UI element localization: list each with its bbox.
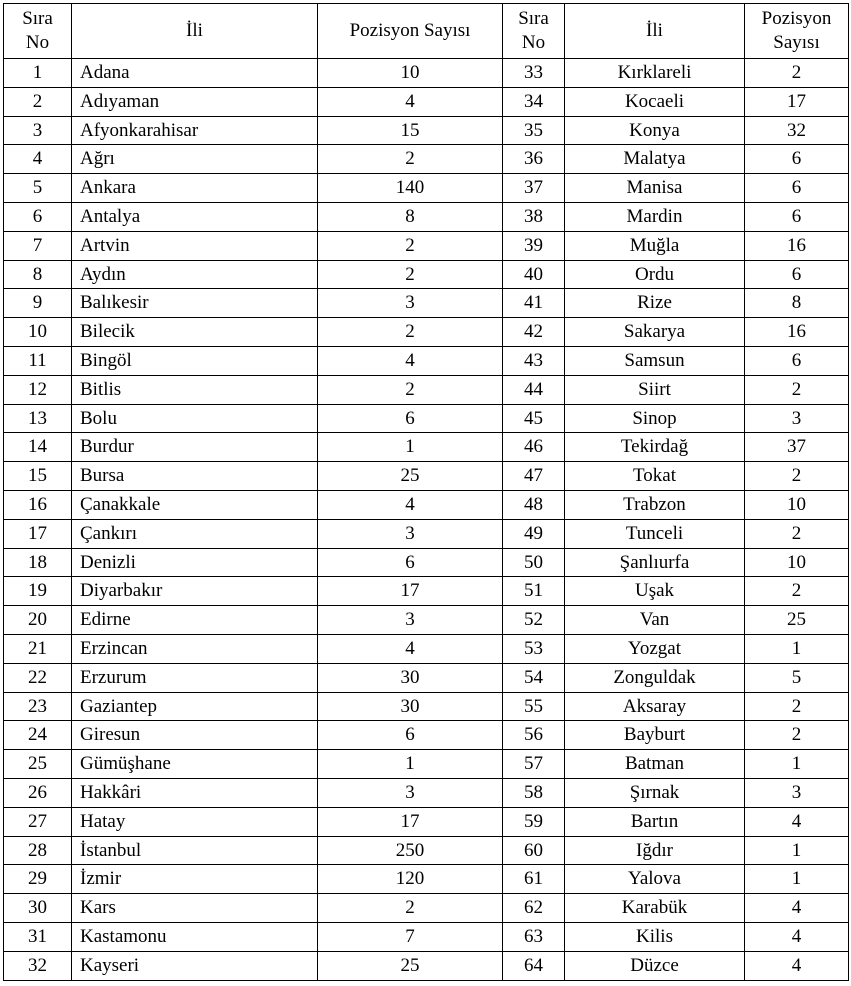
city-name-cell: Bilecik [72, 318, 318, 347]
sira-no-cell: 60 [503, 836, 565, 865]
sira-no-cell: 35 [503, 116, 565, 145]
sira-no-cell: 33 [503, 59, 565, 88]
position-count-cell: 2 [318, 260, 503, 289]
city-name-cell: Kırklareli [565, 59, 745, 88]
sira-no-cell: 49 [503, 519, 565, 548]
city-name-cell: İzmir [72, 865, 318, 894]
city-name-cell: Trabzon [565, 490, 745, 519]
position-count-cell: 1 [745, 634, 849, 663]
position-count-cell: 6 [745, 145, 849, 174]
header-ili-left: İli [72, 4, 318, 59]
city-name-cell: Rize [565, 289, 745, 318]
position-count-cell: 2 [318, 375, 503, 404]
position-count-cell: 4 [745, 922, 849, 951]
table-row [4, 894, 849, 923]
table-row [4, 778, 849, 807]
header-ili-right: İli [565, 4, 745, 59]
sira-no-cell: 37 [503, 174, 565, 203]
table-row [4, 663, 849, 692]
sira-no-cell: 4 [4, 145, 72, 174]
sira-no-cell: 23 [4, 692, 72, 721]
position-count-cell: 6 [745, 260, 849, 289]
city-name-cell: Karabük [565, 894, 745, 923]
sira-no-cell: 11 [4, 346, 72, 375]
position-count-cell: 3 [318, 778, 503, 807]
table-row [4, 174, 849, 203]
position-count-cell: 15 [318, 116, 503, 145]
table-row [4, 519, 849, 548]
table-row [4, 922, 849, 951]
sira-no-cell: 6 [4, 202, 72, 231]
sira-no-cell: 32 [4, 951, 72, 980]
position-count-cell: 8 [745, 289, 849, 318]
city-name-cell: Ordu [565, 260, 745, 289]
sira-no-cell: 31 [4, 922, 72, 951]
table-row [4, 145, 849, 174]
city-name-cell: Tunceli [565, 519, 745, 548]
table-row [4, 260, 849, 289]
position-count-cell: 6 [318, 721, 503, 750]
position-count-cell: 1 [318, 750, 503, 779]
position-count-cell: 3 [745, 778, 849, 807]
sira-no-cell: 45 [503, 404, 565, 433]
position-count-cell: 2 [745, 721, 849, 750]
position-count-cell: 32 [745, 116, 849, 145]
position-count-cell: 6 [318, 404, 503, 433]
city-name-cell: Malatya [565, 145, 745, 174]
sira-no-cell: 58 [503, 778, 565, 807]
city-name-cell: Diyarbakır [72, 577, 318, 606]
sira-no-cell: 1 [4, 59, 72, 88]
sira-no-cell: 19 [4, 577, 72, 606]
position-count-cell: 2 [745, 519, 849, 548]
table-row [4, 116, 849, 145]
position-count-cell: 25 [318, 951, 503, 980]
position-count-cell: 3 [318, 289, 503, 318]
table-body [4, 59, 849, 981]
city-name-cell: Mardin [565, 202, 745, 231]
sira-no-cell: 30 [4, 894, 72, 923]
sira-no-cell: 36 [503, 145, 565, 174]
sira-no-cell: 43 [503, 346, 565, 375]
position-count-cell: 120 [318, 865, 503, 894]
position-count-cell: 6 [745, 174, 849, 203]
position-count-cell: 4 [745, 951, 849, 980]
position-count-cell: 1 [745, 836, 849, 865]
table-row [4, 634, 849, 663]
position-count-cell: 10 [745, 548, 849, 577]
city-name-cell: İstanbul [72, 836, 318, 865]
table-row [4, 433, 849, 462]
position-count-cell: 37 [745, 433, 849, 462]
position-count-cell: 25 [745, 606, 849, 635]
header-row [4, 4, 849, 59]
sira-no-cell: 21 [4, 634, 72, 663]
position-count-cell: 10 [745, 490, 849, 519]
city-name-cell: Bitlis [72, 375, 318, 404]
sira-no-cell: 10 [4, 318, 72, 347]
sira-no-cell: 51 [503, 577, 565, 606]
city-name-cell: Yozgat [565, 634, 745, 663]
city-name-cell: Kars [72, 894, 318, 923]
position-count-cell: 17 [318, 807, 503, 836]
city-name-cell: Siirt [565, 375, 745, 404]
sira-no-cell: 48 [503, 490, 565, 519]
position-count-cell: 17 [318, 577, 503, 606]
sira-no-cell: 28 [4, 836, 72, 865]
city-name-cell: Çankırı [72, 519, 318, 548]
position-count-cell: 2 [745, 59, 849, 88]
header-pozisyon-right: Pozisyon Sayısı [745, 4, 849, 59]
city-name-cell: Batman [565, 750, 745, 779]
position-count-cell: 3 [318, 519, 503, 548]
sira-no-cell: 17 [4, 519, 72, 548]
city-name-cell: Burdur [72, 433, 318, 462]
city-name-cell: Van [565, 606, 745, 635]
position-count-cell: 8 [318, 202, 503, 231]
city-name-cell: Düzce [565, 951, 745, 980]
position-count-cell: 6 [745, 346, 849, 375]
header-sira-no-left: Sıra No [4, 4, 72, 59]
position-count-cell: 16 [745, 231, 849, 260]
position-count-cell: 3 [745, 404, 849, 433]
city-name-cell: Erzincan [72, 634, 318, 663]
city-name-cell: Gaziantep [72, 692, 318, 721]
sira-no-cell: 64 [503, 951, 565, 980]
position-count-cell: 4 [745, 807, 849, 836]
city-name-cell: Adıyaman [72, 87, 318, 116]
table-row [4, 404, 849, 433]
sira-no-cell: 47 [503, 462, 565, 491]
city-name-cell: Bursa [72, 462, 318, 491]
city-name-cell: Çanakkale [72, 490, 318, 519]
table-row [4, 836, 849, 865]
city-name-cell: Muğla [565, 231, 745, 260]
sira-no-cell: 24 [4, 721, 72, 750]
sira-no-cell: 53 [503, 634, 565, 663]
sira-no-cell: 40 [503, 260, 565, 289]
table-row [4, 490, 849, 519]
city-name-cell: Hatay [72, 807, 318, 836]
position-count-cell: 2 [745, 375, 849, 404]
city-name-cell: Kastamonu [72, 922, 318, 951]
city-name-cell: Kocaeli [565, 87, 745, 116]
city-name-cell: Zonguldak [565, 663, 745, 692]
table-row [4, 59, 849, 88]
city-name-cell: Samsun [565, 346, 745, 375]
position-count-cell: 2 [318, 145, 503, 174]
table-row [4, 346, 849, 375]
sira-no-cell: 22 [4, 663, 72, 692]
position-count-cell: 4 [318, 490, 503, 519]
sira-no-cell: 52 [503, 606, 565, 635]
position-count-cell: 25 [318, 462, 503, 491]
city-name-cell: Iğdır [565, 836, 745, 865]
city-name-cell: Kayseri [72, 951, 318, 980]
position-count-cell: 6 [318, 548, 503, 577]
position-count-cell: 1 [745, 750, 849, 779]
position-count-cell: 2 [745, 462, 849, 491]
city-name-cell: Bingöl [72, 346, 318, 375]
sira-no-cell: 27 [4, 807, 72, 836]
positions-table [3, 3, 849, 981]
position-count-cell: 2 [318, 231, 503, 260]
sira-no-cell: 54 [503, 663, 565, 692]
sira-no-cell: 12 [4, 375, 72, 404]
header-pozisyon-left: Pozisyon Sayısı [318, 4, 503, 59]
city-name-cell: Bolu [72, 404, 318, 433]
table-row [4, 865, 849, 894]
position-count-cell: 30 [318, 663, 503, 692]
position-count-cell: 250 [318, 836, 503, 865]
city-name-cell: Adana [72, 59, 318, 88]
city-name-cell: Manisa [565, 174, 745, 203]
city-name-cell: Sinop [565, 404, 745, 433]
sira-no-cell: 39 [503, 231, 565, 260]
city-name-cell: Artvin [72, 231, 318, 260]
city-name-cell: Yalova [565, 865, 745, 894]
sira-no-cell: 3 [4, 116, 72, 145]
sira-no-cell: 2 [4, 87, 72, 116]
city-name-cell: Aydın [72, 260, 318, 289]
position-count-cell: 5 [745, 663, 849, 692]
header-sira-no-right: Sıra No [503, 4, 565, 59]
position-count-cell: 17 [745, 87, 849, 116]
city-name-cell: Konya [565, 116, 745, 145]
city-name-cell: Gümüşhane [72, 750, 318, 779]
table-row [4, 375, 849, 404]
sira-no-cell: 25 [4, 750, 72, 779]
position-count-cell: 2 [745, 577, 849, 606]
position-count-cell: 1 [745, 865, 849, 894]
city-name-cell: Sakarya [565, 318, 745, 347]
sira-no-cell: 42 [503, 318, 565, 347]
table-row [4, 462, 849, 491]
sira-no-cell: 55 [503, 692, 565, 721]
sira-no-cell: 57 [503, 750, 565, 779]
sira-no-cell: 34 [503, 87, 565, 116]
table-row [4, 87, 849, 116]
sira-no-cell: 14 [4, 433, 72, 462]
city-name-cell: Aksaray [565, 692, 745, 721]
city-name-cell: Ankara [72, 174, 318, 203]
city-name-cell: Bayburt [565, 721, 745, 750]
city-name-cell: Kilis [565, 922, 745, 951]
city-name-cell: Şanlıurfa [565, 548, 745, 577]
table-row [4, 289, 849, 318]
sira-no-cell: 50 [503, 548, 565, 577]
position-count-cell: 3 [318, 606, 503, 635]
table-header [4, 4, 849, 59]
city-name-cell: Şırnak [565, 778, 745, 807]
sira-no-cell: 62 [503, 894, 565, 923]
sira-no-cell: 20 [4, 606, 72, 635]
city-name-cell: Denizli [72, 548, 318, 577]
sira-no-cell: 29 [4, 865, 72, 894]
position-count-cell: 140 [318, 174, 503, 203]
sira-no-cell: 5 [4, 174, 72, 203]
position-count-cell: 2 [318, 894, 503, 923]
sira-no-cell: 44 [503, 375, 565, 404]
table-row [4, 721, 849, 750]
sira-no-cell: 59 [503, 807, 565, 836]
city-name-cell: Antalya [72, 202, 318, 231]
sira-no-cell: 16 [4, 490, 72, 519]
table-row [4, 951, 849, 980]
position-count-cell: 4 [318, 346, 503, 375]
city-name-cell: Ağrı [72, 145, 318, 174]
sira-no-cell: 9 [4, 289, 72, 318]
position-count-cell: 4 [318, 634, 503, 663]
sira-no-cell: 46 [503, 433, 565, 462]
city-name-cell: Bartın [565, 807, 745, 836]
table-row [4, 318, 849, 347]
table-row [4, 548, 849, 577]
city-name-cell: Uşak [565, 577, 745, 606]
position-count-cell: 4 [745, 894, 849, 923]
position-count-cell: 30 [318, 692, 503, 721]
position-count-cell: 2 [318, 318, 503, 347]
city-name-cell: Tokat [565, 462, 745, 491]
sira-no-cell: 56 [503, 721, 565, 750]
sira-no-cell: 63 [503, 922, 565, 951]
city-name-cell: Edirne [72, 606, 318, 635]
sira-no-cell: 61 [503, 865, 565, 894]
city-name-cell: Erzurum [72, 663, 318, 692]
position-count-cell: 10 [318, 59, 503, 88]
sira-no-cell: 15 [4, 462, 72, 491]
sira-no-cell: 38 [503, 202, 565, 231]
position-count-cell: 2 [745, 692, 849, 721]
city-name-cell: Hakkâri [72, 778, 318, 807]
position-count-cell: 7 [318, 922, 503, 951]
table-row [4, 692, 849, 721]
table-row [4, 577, 849, 606]
city-name-cell: Balıkesir [72, 289, 318, 318]
sira-no-cell: 7 [4, 231, 72, 260]
table-row [4, 606, 849, 635]
table-row [4, 231, 849, 260]
table-row [4, 202, 849, 231]
city-name-cell: Tekirdağ [565, 433, 745, 462]
sira-no-cell: 18 [4, 548, 72, 577]
position-count-cell: 4 [318, 87, 503, 116]
table-row [4, 807, 849, 836]
position-count-cell: 6 [745, 202, 849, 231]
sira-no-cell: 41 [503, 289, 565, 318]
city-name-cell: Giresun [72, 721, 318, 750]
position-count-cell: 16 [745, 318, 849, 347]
sira-no-cell: 26 [4, 778, 72, 807]
sira-no-cell: 8 [4, 260, 72, 289]
city-name-cell: Afyonkarahisar [72, 116, 318, 145]
sira-no-cell: 13 [4, 404, 72, 433]
table-row [4, 750, 849, 779]
position-count-cell: 1 [318, 433, 503, 462]
